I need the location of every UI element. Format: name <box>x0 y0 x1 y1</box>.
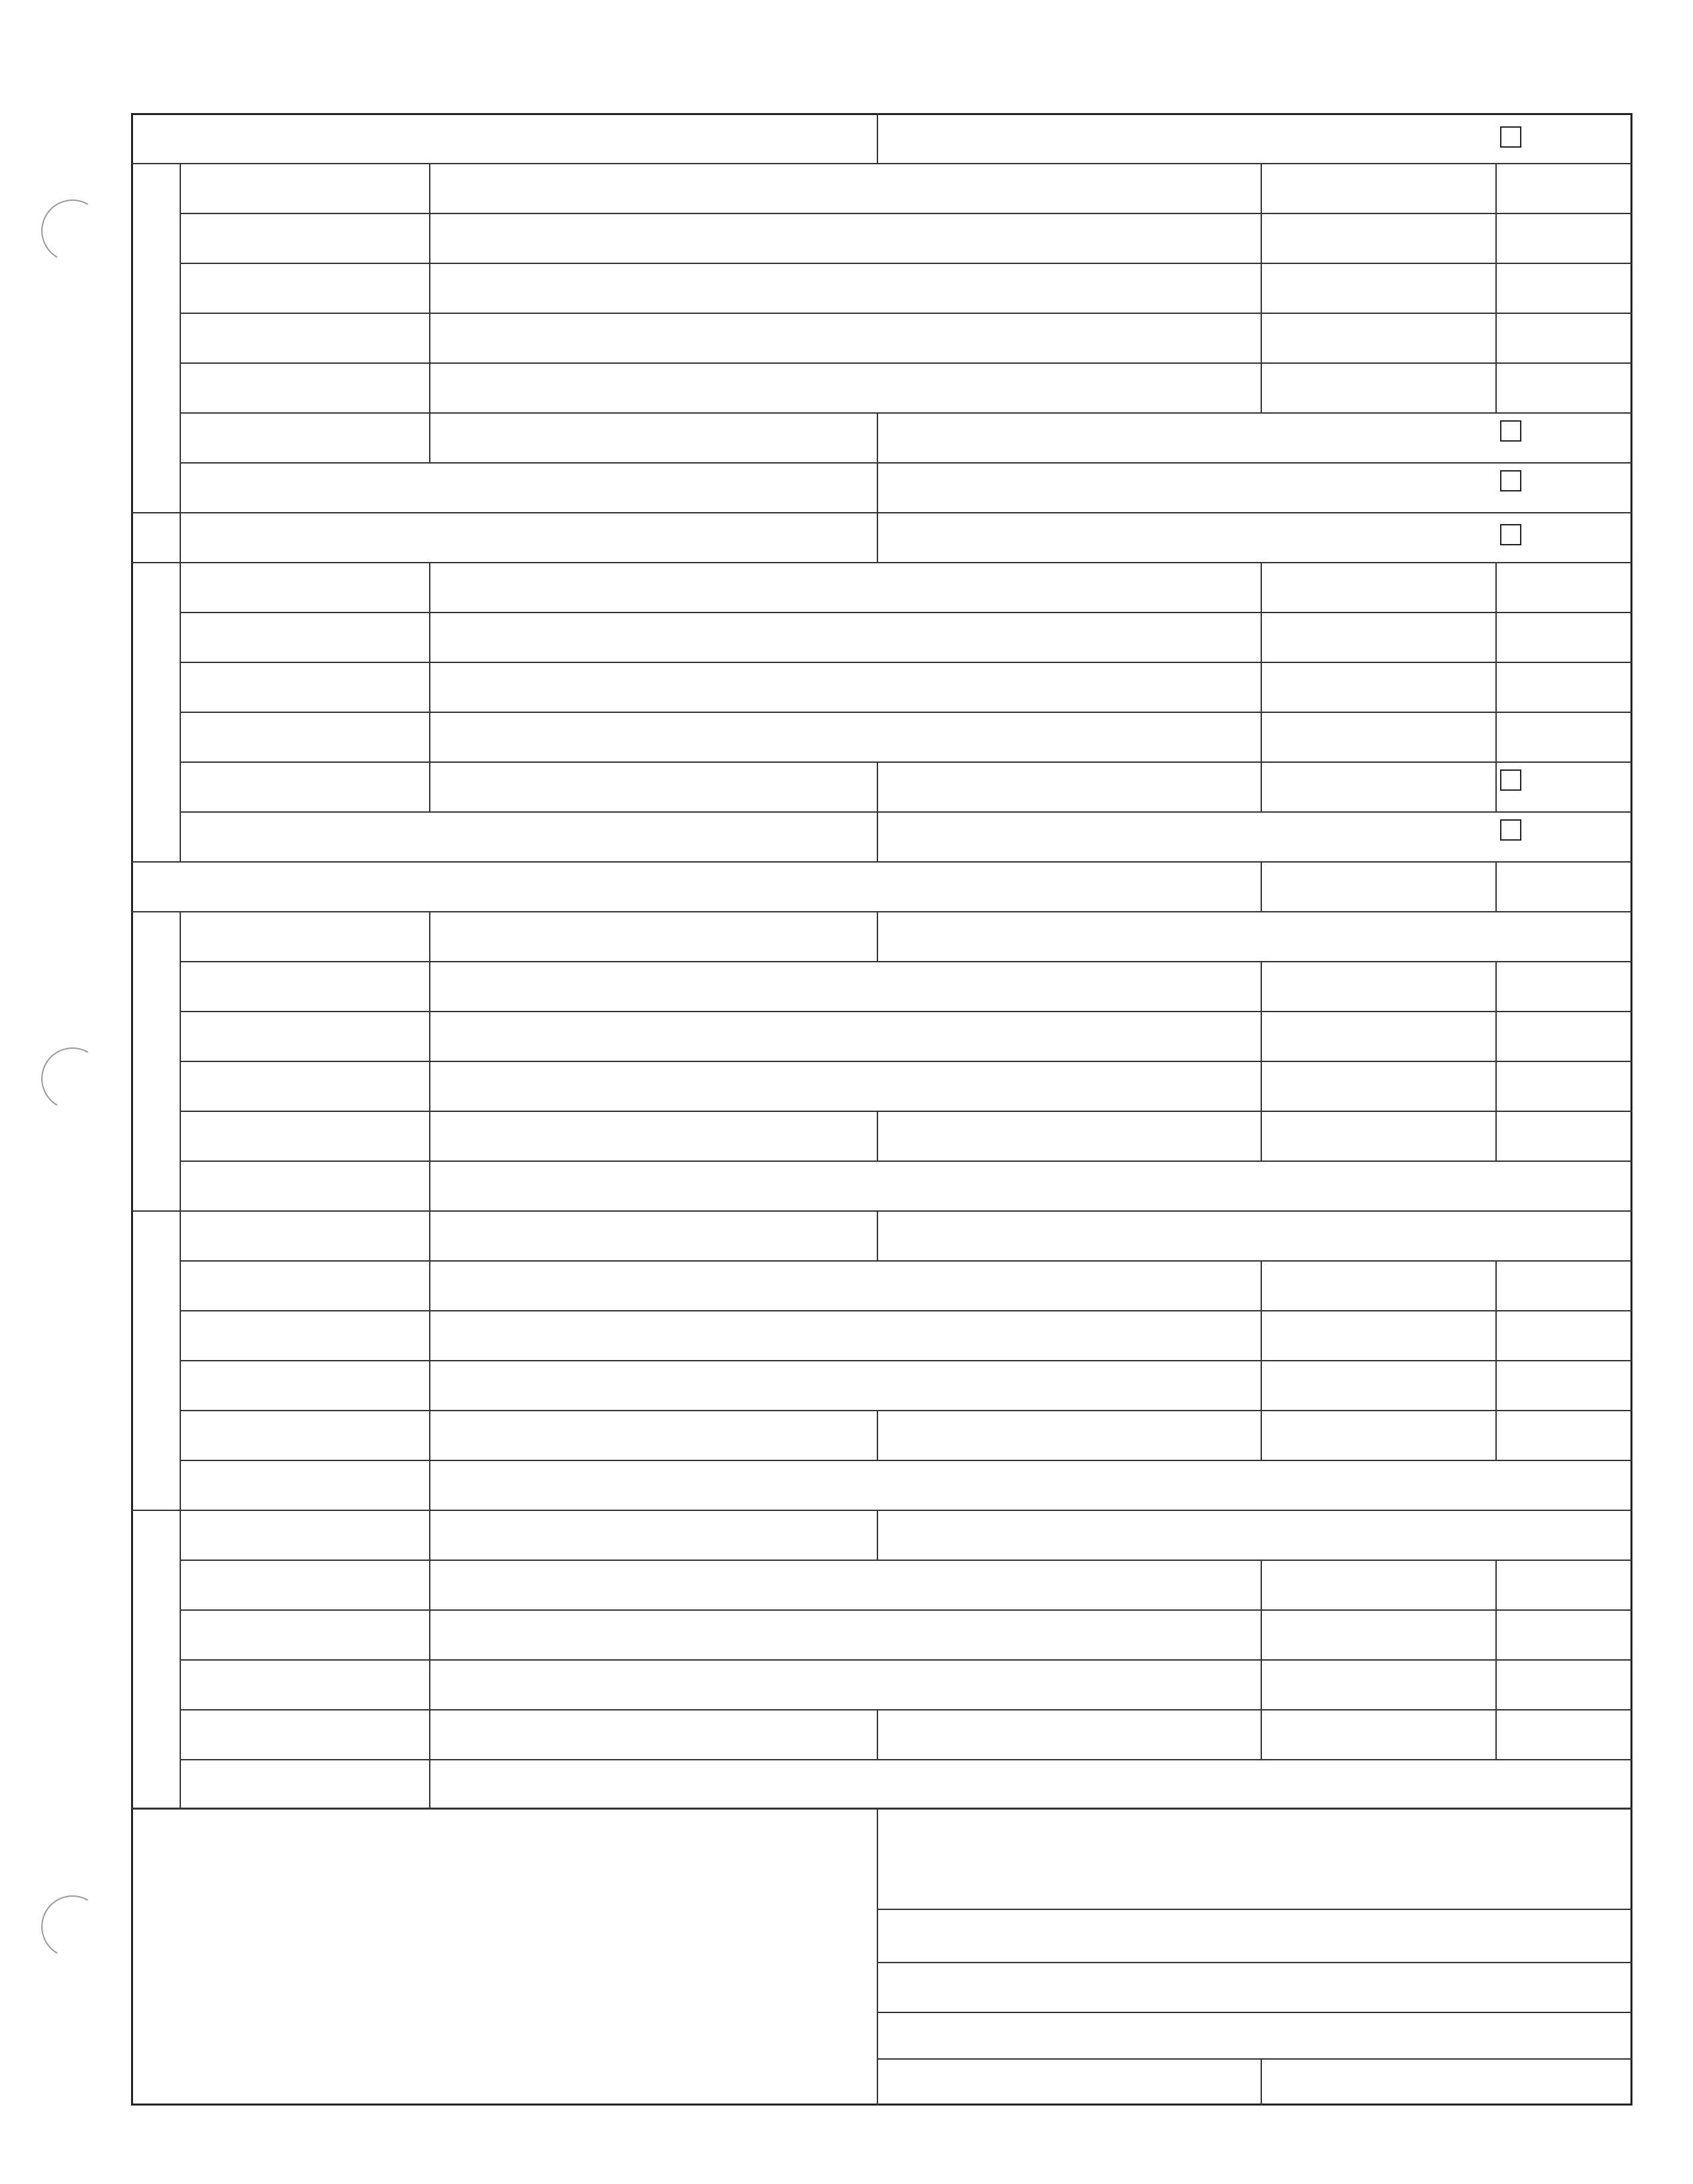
husbands-mother-deceased-checkbox[interactable] <box>1500 470 1521 491</box>
wifes-mother-deceased-checkbox[interactable] <box>1500 819 1521 841</box>
punch-hole <box>34 1888 110 1965</box>
punch-hole <box>34 1040 110 1117</box>
husbands-father-deceased-checkbox[interactable] <box>1500 420 1521 442</box>
husband-other-marriages-checkbox[interactable] <box>1500 126 1521 148</box>
wifes-father-deceased-checkbox[interactable] <box>1500 769 1521 791</box>
wife-other-marriages-checkbox[interactable] <box>1500 524 1521 545</box>
punch-hole <box>34 192 110 269</box>
